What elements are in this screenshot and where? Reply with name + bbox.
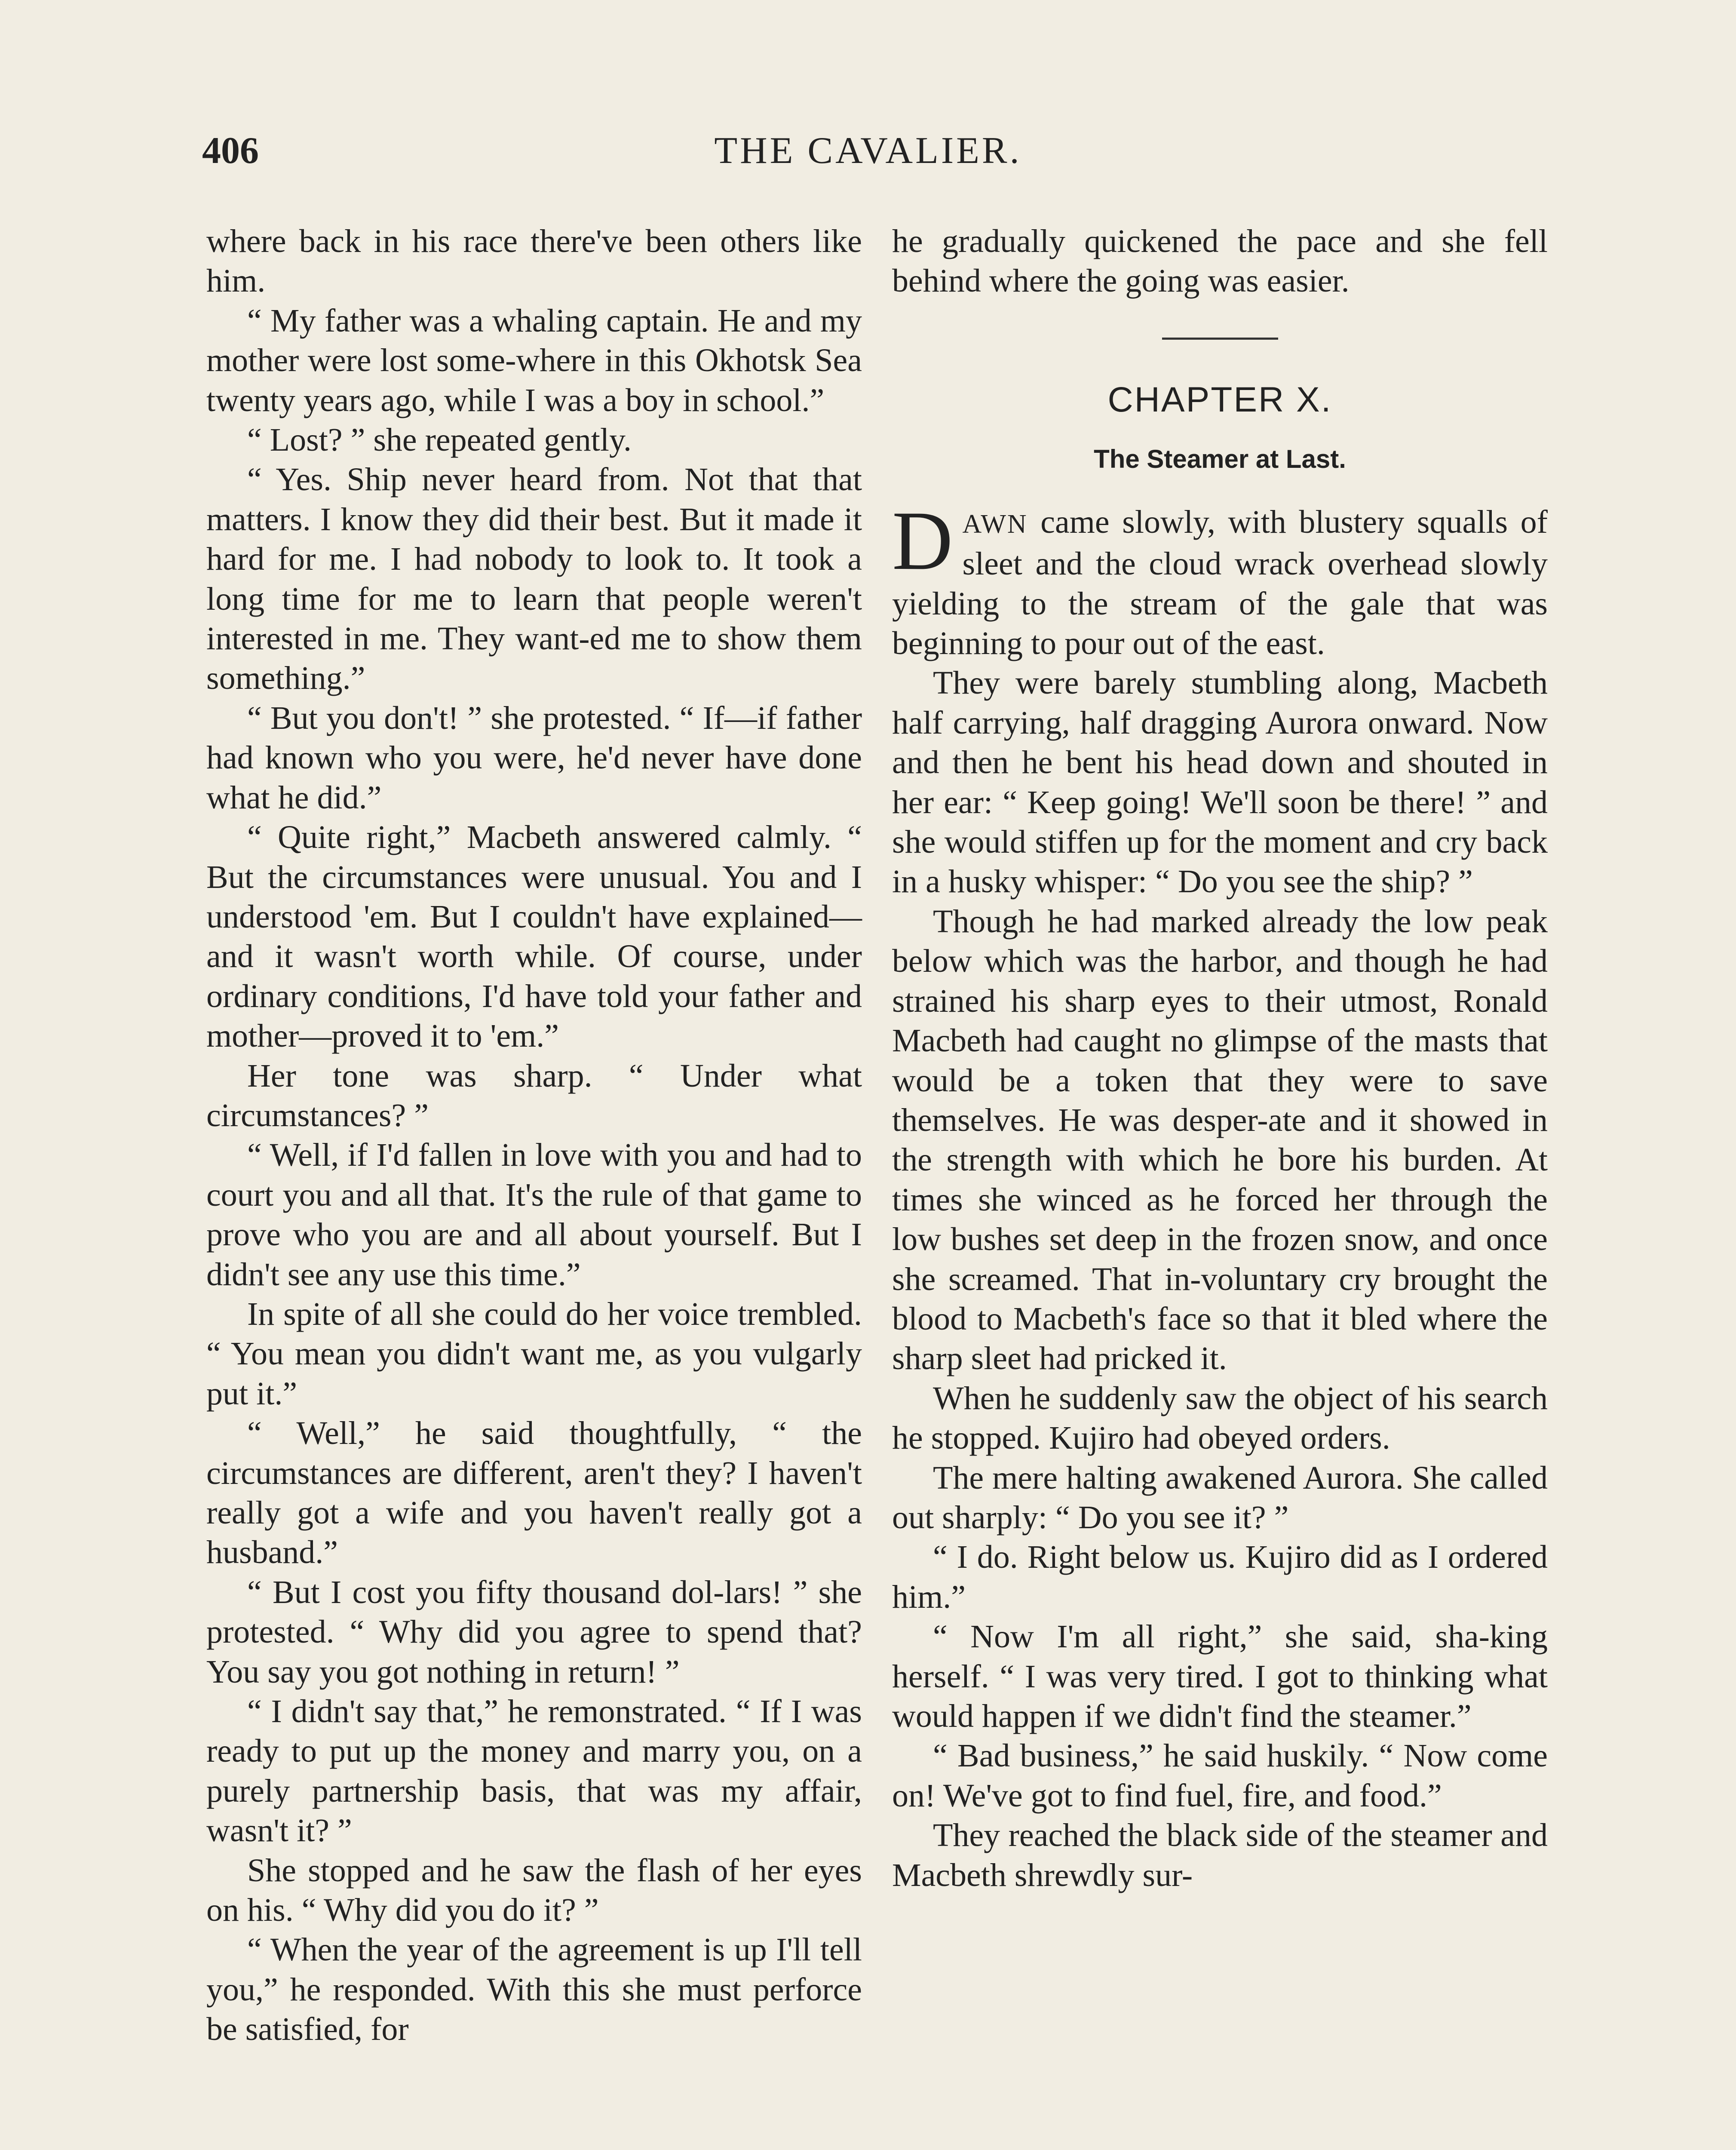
chapter-opening-paragraph (892, 494, 1548, 663)
paragraph: “ Yes. Ship never heard from. Not that that matters. I know they did their best. But it made it hard for me. I had nobody to look to. It took a long time for me to learn that people weren't interested in me. They want-ed me to show them something.” (206, 461, 862, 697)
paragraph: Though he had marked already the low peak below which was the harbor, and though he had strained his sharp eyes to their utmost, Ronald Macbeth had caught no glimpse of the masts that would be a token that they were to save themselves. He was desper-ate and it showed in the strength with which he bore his burden. At times she winced as he forced her through the low bushes set deep in the frozen snow, and once she screamed. That in-voluntary cry brought the blood to Macbeth's face so that it bled where the sharp sleet had pricked it. (892, 903, 1548, 1377)
running-head: THE CAVALIER. (714, 130, 1022, 172)
paragraph: “ Well, if I'd fallen in love with you and had to court you and all that. It's the rule of that game to prove who you are and all about yourself. But I didn't see any use this time.” (206, 1137, 862, 1293)
right-column (892, 221, 1548, 1895)
paragraph: In spite of all she could do her voice trembled. “ You mean you didn't want me, as you vulgarly put it.” (206, 1296, 862, 1412)
paragraph: “ But I cost you fifty thousand dol-lars! ” she protested. “ Why did you agree to spend that? You say you got nothing in return! ” (206, 1574, 862, 1690)
paragraph: “ Lost? ” she repeated gently. (247, 422, 632, 458)
opening-text: came slowly, with blustery squalls of sleet and the cloud wrack overhead slowly yielding to the stream of the gale that was beginning to pour out of the east. (892, 504, 1548, 662)
page-header (0, 129, 1736, 189)
paragraph: “ When the year of the agreement is up I'll tell you,” he responded. With this she must perforce be satisfied, for (206, 1932, 862, 2048)
paragraph: “ I do. Right below us. Kujiro did as I ordered him.” (892, 1539, 1548, 1615)
paragraph: he gradually quickened the pace and she fell behind where the going was easier. (892, 223, 1548, 299)
paragraph: They were barely stumbling along, Macbeth half carrying, half dragging Aurora onward. Now and then he bent his head down and shouted in her ear: “ Keep going! We'll soon be there! ” and she would stiffen up for the moment and cry back in a husky whisper: “ Do you see the ship? ” (892, 665, 1548, 900)
paragraph: “ I didn't say that,” he remonstrated. “ If I was ready to put up the money and marry you, on a purely partnership basis, that was my affair, wasn't it? ” (206, 1693, 862, 1849)
paragraph: “ Bad business,” he said huskily. “ Now come on! We've got to find fuel, fire, and food.” (892, 1738, 1548, 1814)
opening-word: AWN (962, 509, 1028, 539)
paragraph: “ Well,” he said thoughtfully, “ the circumstances are different, aren't they? I haven't really got a wife and you haven't really got a husband.” (206, 1415, 862, 1571)
paragraph: They reached the black side of the steamer and Macbeth shrewdly sur- (892, 1817, 1548, 1893)
page-number: 406 (202, 130, 259, 172)
paragraph: “ Now I'm all right,” she said, sha-king herself. “ I was very tired. I got to thinking what would happen if we didn't find the steamer.” (892, 1619, 1548, 1734)
left-column (206, 221, 862, 2049)
paragraph: Her tone was sharp. “ Under what circumstances? ” (206, 1057, 862, 1133)
paragraph: She stopped and he saw the flash of her eyes on his. “ Why did you do it? ” (206, 1852, 862, 1929)
paragraph: When he suddenly saw the object of his search he stopped. Kujiro had obeyed orders. (892, 1380, 1548, 1456)
paragraph: “ Quite right,” Macbeth answered calmly. “ But the circumstances were unusual. You and I understood 'em. But I couldn't have explained—and it wasn't worth while. Of course, under ordinary conditions, I'd have told your father and mother—proved it to 'em.” (206, 819, 862, 1054)
paragraph: where back in his race there've been others like him. (206, 223, 862, 299)
drop-cap: D (892, 494, 953, 587)
chapter-subtitle: The Steamer at Last. (1094, 444, 1346, 473)
paragraph: The mere halting awakened Aurora. She called out sharply: “ Do you see it? ” (892, 1459, 1548, 1536)
chapter-title: CHAPTER X. (1107, 380, 1332, 419)
paragraph: “ My father was a whaling captain. He and my mother were lost some-where in this Okhotsk Sea twenty years ago, while I was a boy in school.” (206, 302, 862, 418)
section-divider (1162, 338, 1278, 340)
paragraph: “ But you don't! ” she protested. “ If—if father had known who you were, he'd never have done what he did.” (206, 700, 862, 816)
